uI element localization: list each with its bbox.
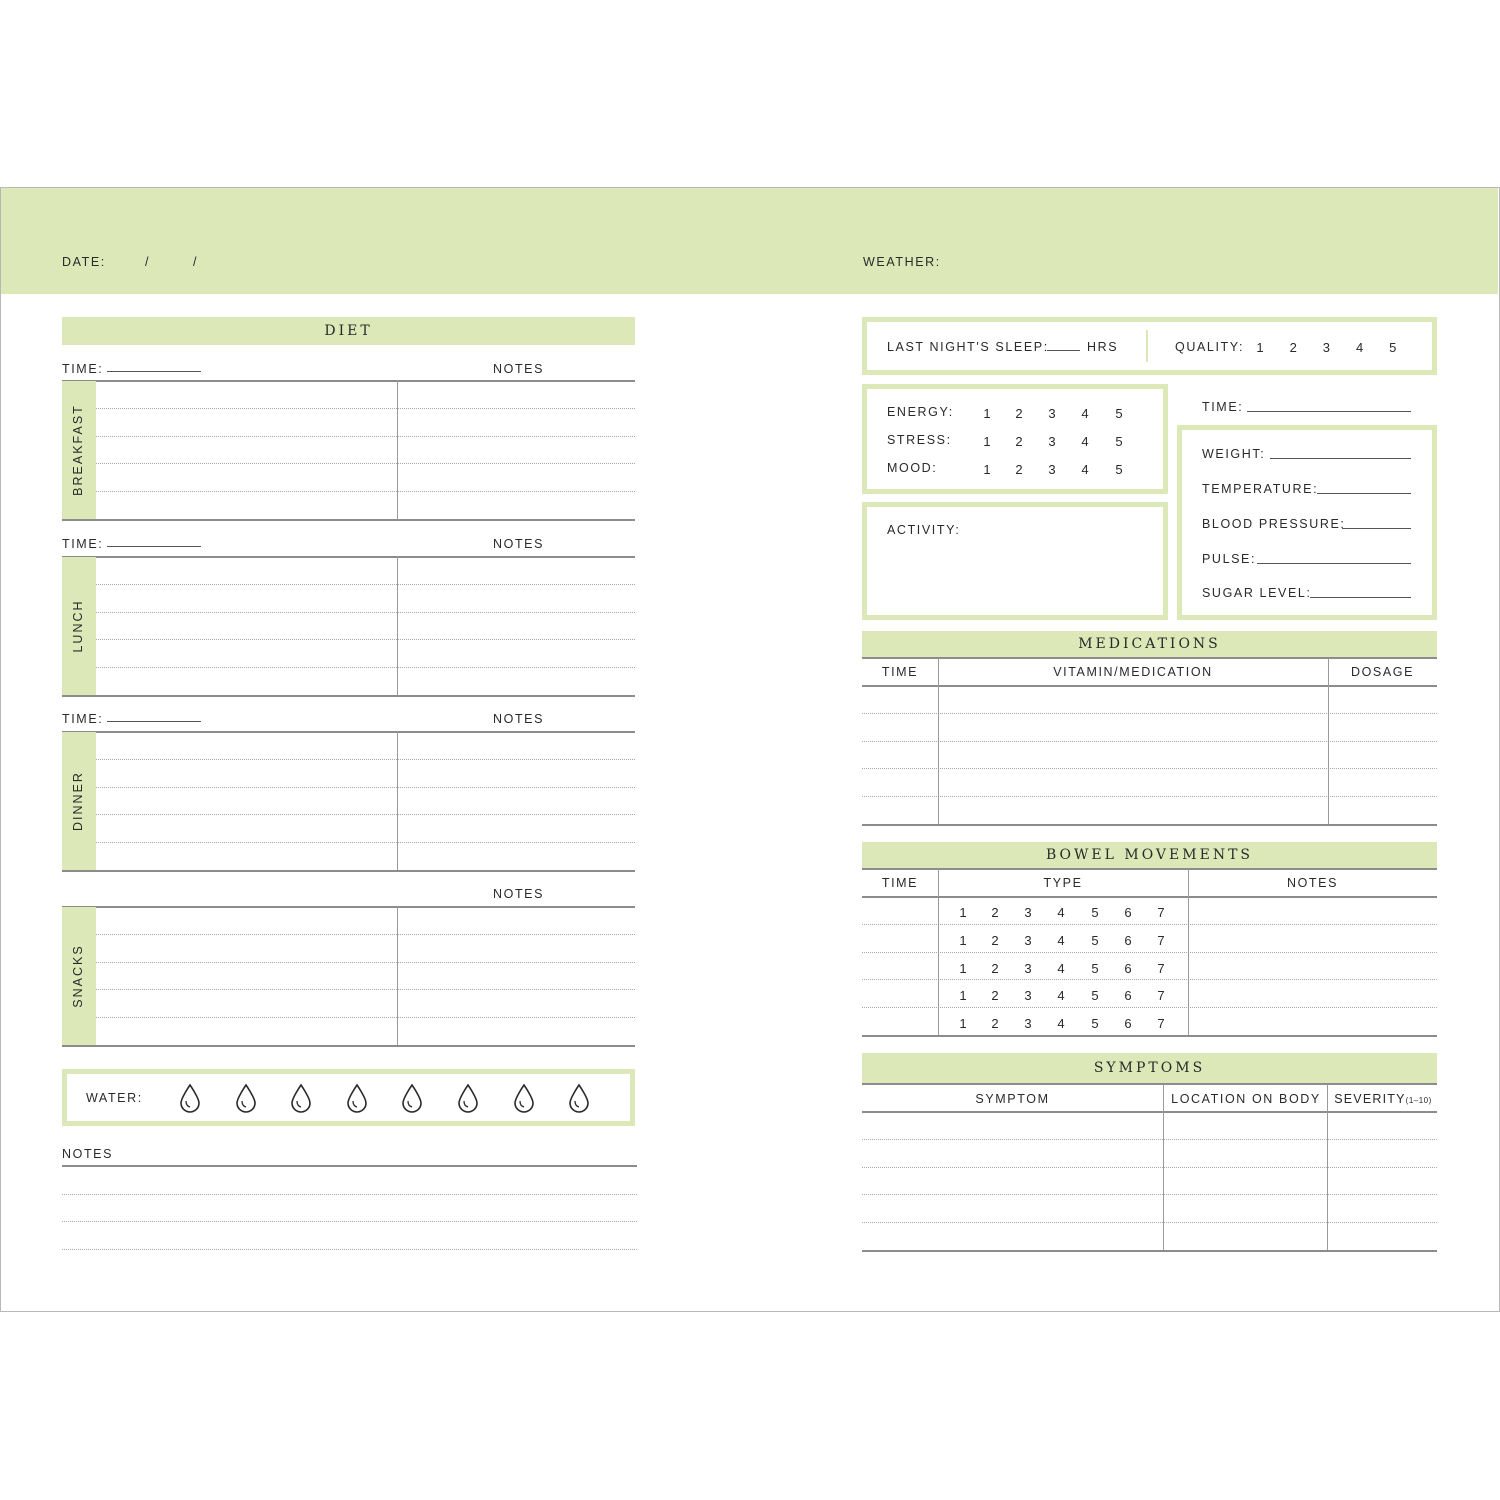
bowel-type-option: 3	[1024, 960, 1032, 976]
bowel-type-option: 6	[1124, 1016, 1132, 1032]
meal-line	[96, 584, 635, 585]
rating-option: 3	[1048, 462, 1056, 477]
water-drop-icon[interactable]	[512, 1083, 536, 1113]
bowel-line	[862, 924, 1437, 925]
rating-option: 4	[1081, 406, 1089, 421]
water-drop-icon[interactable]	[345, 1083, 369, 1113]
bowel-type-option: 2	[991, 960, 999, 976]
meal-line	[96, 842, 635, 843]
bowel-type-option: 3	[1024, 932, 1032, 948]
meal-notes-label: NOTES	[493, 712, 545, 726]
blood-pressure-label: BLOOD PRESSURE:	[1202, 517, 1346, 531]
bowel-col-time: TIME	[881, 876, 919, 890]
rating-option: 4	[1081, 462, 1089, 477]
weight-label: WEIGHT:	[1202, 447, 1266, 461]
meal-line	[96, 612, 635, 613]
severity-label: SEVERITY	[1334, 1092, 1406, 1106]
bowel-type-option: 1	[959, 960, 967, 976]
bowel-type-option: 3	[1024, 905, 1032, 920]
sleep-label: LAST NIGHT'S SLEEP:	[887, 340, 1049, 354]
date-slash: /	[145, 255, 151, 269]
meal-notes-label: NOTES	[493, 887, 545, 901]
meal-line	[96, 491, 635, 492]
rating-option: 4	[1081, 434, 1089, 449]
bowel-type-option: 4	[1057, 1016, 1065, 1032]
bowel-type-option: 7	[1157, 905, 1165, 920]
rating-option: 1	[983, 406, 991, 421]
medications-line	[862, 796, 1437, 797]
meal-time-label: TIME:	[62, 712, 104, 726]
pulse-blank	[1257, 563, 1411, 564]
vitals-time-label: TIME:	[1202, 400, 1244, 414]
meal-line	[96, 814, 635, 815]
date-slash: /	[193, 255, 199, 269]
severity-range: (1–10)	[1405, 1096, 1432, 1105]
bowel-type-option: 3	[1024, 1016, 1032, 1032]
rating-option: 3	[1048, 434, 1056, 449]
medications-rule	[862, 685, 1437, 687]
notes-label: NOTES	[62, 1147, 114, 1161]
notes-rule	[62, 1165, 637, 1167]
meal-line	[96, 1017, 635, 1018]
symptoms-title: SYMPTOMS	[1093, 1060, 1206, 1076]
bowel-header-rule	[862, 868, 1437, 870]
rating-option: 1	[983, 462, 991, 477]
quality-option: 1	[1256, 340, 1264, 355]
header-band	[1, 188, 1498, 294]
meal-bottom-rule	[62, 1045, 635, 1047]
bowel-col-divider	[938, 869, 939, 1035]
water-drop-icon[interactable]	[567, 1083, 591, 1113]
symptoms-line	[862, 1139, 1437, 1140]
activity-label: ACTIVITY:	[887, 523, 961, 537]
bowel-type-option: 5	[1091, 932, 1099, 948]
sugar-level-blank	[1310, 597, 1411, 598]
bowel-type-option: 6	[1124, 905, 1132, 920]
meal-line	[96, 787, 635, 788]
meal-line	[96, 759, 635, 760]
medications-bottom-rule	[862, 824, 1437, 826]
bowel-type-option: 1	[959, 1016, 967, 1032]
rating-label: MOOD:	[887, 461, 938, 475]
temperature-blank	[1317, 493, 1411, 494]
rating-option: 1	[983, 434, 991, 449]
rating-option: 5	[1115, 462, 1123, 477]
water-drop-icon[interactable]	[289, 1083, 313, 1113]
meal-notes-label: NOTES	[493, 537, 545, 551]
medications-col-divider	[1328, 658, 1329, 824]
medications-line	[862, 768, 1437, 769]
meal-top-rule	[62, 906, 635, 908]
medications-header-rule	[862, 657, 1437, 659]
bowel-type-option: 4	[1057, 988, 1065, 1004]
bowel-type-option: 7	[1157, 1016, 1165, 1032]
bowel-title: BOWEL MOVEMENTS	[1045, 847, 1253, 863]
activity-box	[862, 502, 1168, 620]
quality-option: 5	[1389, 340, 1397, 355]
bowel-type-option: 2	[991, 988, 999, 1004]
bowel-type-option: 4	[1057, 960, 1065, 976]
meal-line	[96, 989, 635, 990]
bowel-type-option: 6	[1124, 988, 1132, 1004]
meal-notes-label: NOTES	[493, 362, 545, 376]
vitals-time-blank	[1247, 411, 1411, 412]
sugar-level-label: SUGAR LEVEL:	[1202, 586, 1312, 600]
symptoms-col-divider	[1327, 1084, 1328, 1250]
bowel-type-option: 1	[959, 905, 967, 920]
meal-line	[96, 962, 635, 963]
rating-label: ENERGY:	[887, 405, 954, 419]
meal-bottom-rule	[62, 695, 635, 697]
meal-top-rule	[62, 380, 635, 382]
medications-col-med: VITAMIN/MEDICATION	[1053, 665, 1213, 679]
bowel-col-type: TYPE	[1043, 876, 1083, 890]
temperature-label: TEMPERATURE:	[1202, 482, 1319, 496]
medications-line	[862, 741, 1437, 742]
medications-line	[862, 713, 1437, 714]
meal-name: DINNER	[71, 771, 85, 831]
bowel-type-option: 7	[1157, 960, 1165, 976]
bowel-line	[862, 1007, 1437, 1008]
meal-line	[96, 639, 635, 640]
pulse-label: PULSE:	[1202, 552, 1257, 566]
quality-option: 3	[1322, 340, 1330, 355]
bowel-type-option: 2	[991, 932, 999, 948]
meal-col-divider	[397, 556, 398, 695]
notes-line	[62, 1249, 637, 1250]
symptoms-bottom-rule	[862, 1250, 1437, 1252]
notes-line	[62, 1221, 637, 1222]
symptoms-col-severity	[1329, 1092, 1437, 1106]
water-drop-icon[interactable]	[178, 1083, 202, 1113]
quality-option: 2	[1289, 340, 1297, 355]
rating-option: 2	[1015, 434, 1023, 449]
medications-title: MEDICATIONS	[1078, 636, 1221, 652]
meal-line	[96, 408, 635, 409]
bowel-type-option: 6	[1124, 960, 1132, 976]
quality-label: QUALITY:	[1175, 340, 1245, 354]
rating-option: 5	[1115, 406, 1123, 421]
meal-name: LUNCH	[71, 599, 85, 653]
bowel-type-option: 1	[959, 932, 967, 948]
rating-option: 2	[1015, 462, 1023, 477]
meal-top-rule	[62, 731, 635, 733]
water-drop-icon[interactable]	[234, 1083, 258, 1113]
symptoms-header-rule	[862, 1083, 1437, 1085]
meal-col-divider	[397, 731, 398, 870]
meal-line	[96, 436, 635, 437]
meal-bottom-rule	[62, 870, 635, 872]
symptoms-line	[862, 1194, 1437, 1195]
bowel-type-option: 5	[1091, 960, 1099, 976]
bowel-type-option: 2	[991, 1016, 999, 1032]
medications-col-dosage: DOSAGE	[1350, 665, 1415, 679]
meal-time-label: TIME:	[62, 537, 104, 551]
rating-option: 2	[1015, 406, 1023, 421]
meal-name: BREAKFAST	[71, 404, 85, 496]
symptoms-col-divider	[1163, 1084, 1164, 1250]
sleep-divider	[1146, 330, 1148, 362]
rating-label: STRESS:	[887, 433, 952, 447]
meal-time-blank	[107, 546, 201, 547]
bowel-col-divider	[1188, 869, 1189, 1035]
weather-label: WEATHER:	[863, 255, 941, 269]
meal-name: SNACKS	[71, 944, 85, 1008]
bowel-type-option: 5	[1091, 905, 1099, 920]
sleep-unit: HRS	[1087, 340, 1119, 354]
bowel-type-option: 4	[1057, 905, 1065, 920]
symptoms-line	[862, 1167, 1437, 1168]
meal-bottom-rule	[62, 519, 635, 521]
blood-pressure-blank	[1342, 528, 1411, 529]
bowel-type-option: 3	[1024, 988, 1032, 1004]
rating-option: 5	[1115, 434, 1123, 449]
water-label: WATER:	[86, 1091, 143, 1105]
bowel-type-option: 5	[1091, 988, 1099, 1004]
meal-time-blank	[107, 721, 201, 722]
medications-col-divider	[938, 658, 939, 824]
meal-line	[96, 934, 635, 935]
bowel-type-option: 5	[1091, 1016, 1099, 1032]
bowel-line	[862, 979, 1437, 980]
sleep-hours-blank	[1047, 350, 1080, 351]
symptoms-col-symptom: SYMPTOM	[975, 1092, 1050, 1106]
weight-blank	[1270, 458, 1411, 459]
symptoms-rule	[862, 1111, 1437, 1113]
date-label: DATE:	[62, 255, 106, 269]
meal-line	[96, 463, 635, 464]
bowel-bottom-rule	[862, 1035, 1437, 1037]
meal-top-rule	[62, 556, 635, 558]
bowel-type-option: 7	[1157, 988, 1165, 1004]
notes-line	[62, 1194, 637, 1195]
symptoms-line	[862, 1222, 1437, 1223]
bowel-col-notes: NOTES	[1286, 876, 1339, 890]
meal-time-blank	[107, 371, 201, 372]
meal-col-divider	[397, 380, 398, 519]
bowel-type-option: 4	[1057, 932, 1065, 948]
symptoms-col-location: LOCATION ON BODY	[1171, 1092, 1321, 1106]
bowel-rule	[862, 896, 1437, 898]
meal-time-label: TIME:	[62, 362, 104, 376]
bowel-type-option: 2	[991, 905, 999, 920]
diet-title: DIET	[324, 323, 373, 339]
rating-option: 3	[1048, 406, 1056, 421]
meal-col-divider	[397, 906, 398, 1045]
quality-option: 4	[1355, 340, 1364, 355]
water-drop-icon[interactable]	[456, 1083, 480, 1113]
bowel-line	[862, 952, 1437, 953]
bowel-type-option: 7	[1157, 932, 1165, 948]
water-drop-icon[interactable]	[400, 1083, 424, 1113]
meal-line	[96, 667, 635, 668]
bowel-type-option: 6	[1124, 932, 1132, 948]
medications-col-time: TIME	[881, 665, 919, 679]
bowel-type-option: 1	[959, 988, 967, 1004]
